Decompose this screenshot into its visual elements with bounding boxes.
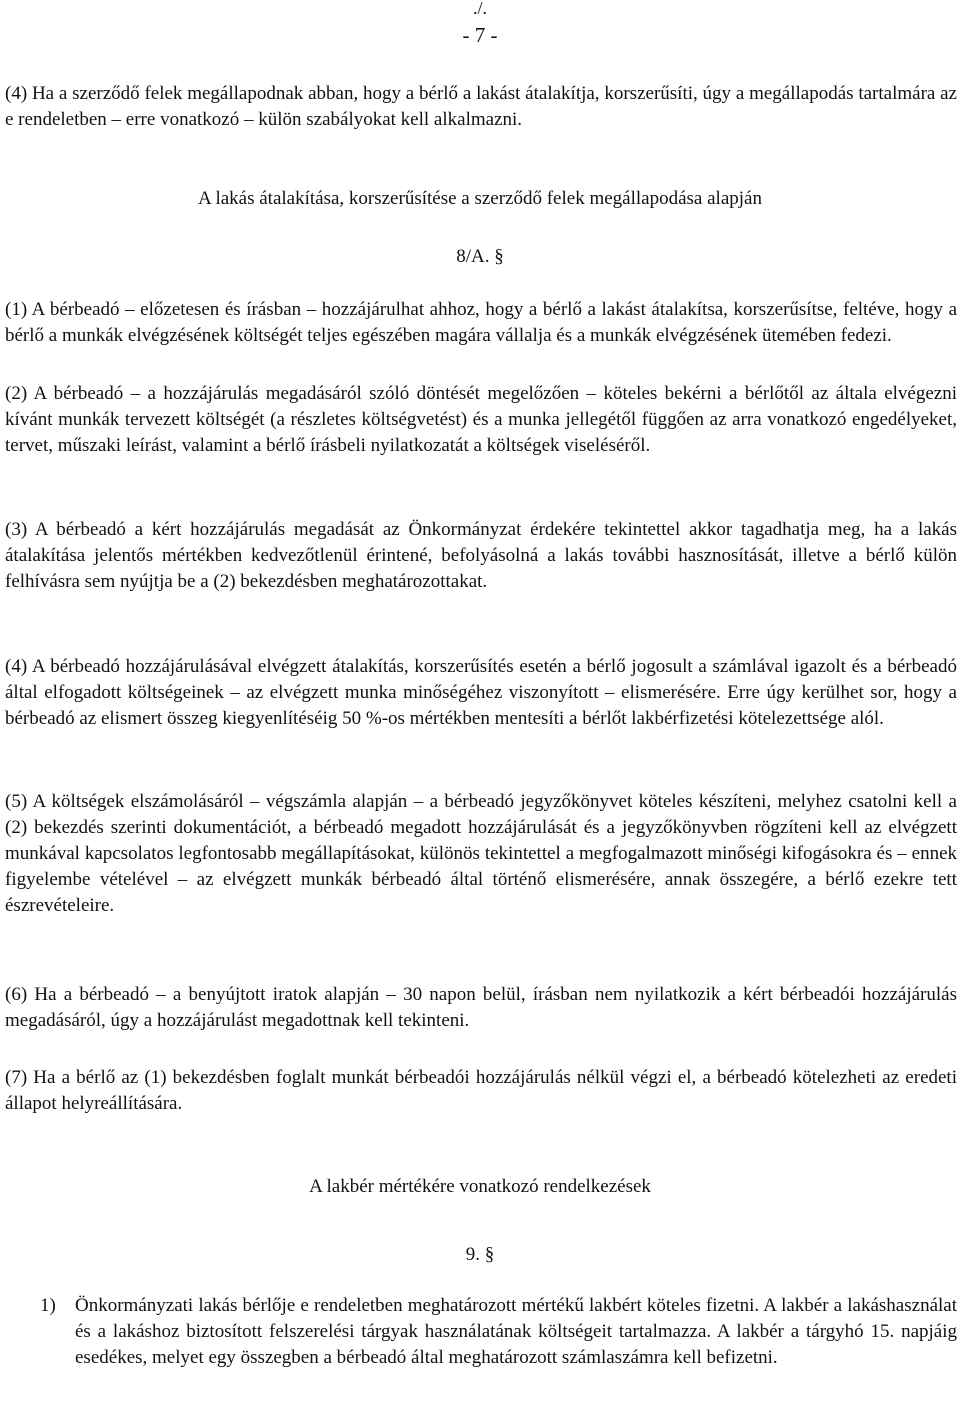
continuation-marker: ./.	[472, 0, 487, 18]
paragraph-8a-3: (3) A bérbeadó a kért hozzájárulás megadását az Önkormányzat érdekére tekintettel akkor tagadhatja meg, ha a lakás átalakítása jelentős mértékben kedvezőtlenül érintené, befolyásolná a lakás további hasznosítását, illetve a bérlő külön felhívásra sem nyújtja be a (2) bekezdésben meghatározottakat.	[5, 519, 957, 592]
paragraph-8a-6: (6) Ha a bérbeadó – a benyújtott iratok alapján – 30 napon belül, írásban nem nyilatkozik a kért bérbeadói hozzájárulás megadásáról, úgy a hozzájárulást megadottnak kell tekinteni.	[5, 984, 957, 1031]
section-heading-renovation: A lakás átalakítása, korszerűsítése a szerződő felek megállapodása alapján	[198, 188, 762, 209]
section-number-9: 9. §	[465, 1244, 495, 1265]
paragraph-8a-4: (4) A bérbeadó hozzájárulásával elvégzett átalakítás, korszerűsítés esetén a bérlő jogosult a számlával igazolt és a bérbeadó által elfogadott költségeinek – az elvégzett munka minőségéhez viszonyított – elismerésére. Erre úgy kerülhet sor, hogy a bérbeadó az elismert összeg kiegyenlítéséig 50 %-os mértékben mentesíti a bérlőt lakbérfizetési kötelezettsége alól.	[5, 656, 957, 729]
list-item-number: 1)	[40, 1295, 56, 1316]
section-number-8a: 8/A. §	[456, 246, 504, 267]
section-heading-rent: A lakbér mértékére vonatkozó rendelkezések	[309, 1176, 651, 1197]
paragraph-8a-2: (2) A bérbeadó – a hozzájárulás megadásáról szóló döntését megelőzően – köteles bekérni a bérlőtől az általa elvégezni kívánt munkák tervezett költségét (a részletes költségvetést) és a munka jellegétől függően az arra vonatkozó engedélyeket, tervet, műszaki leírást, valamint a bérlő írásbeli nyilatkozatát a költségek viseléséről.	[5, 383, 957, 456]
list-item	[40, 1293, 957, 1371]
paragraph-4-previous: (4) Ha a szerződő felek megállapodnak abban, hogy a bérlő a lakást átalakítja, korszerűsíti, úgy a megállapodás tartalmára az e rendeletben – erre vonatkozó – külön szabályokat kell alkalmazni.	[5, 83, 957, 130]
page-number: - 7 -	[462, 23, 498, 47]
paragraph-8a-7: (7) Ha a bérlő az (1) bekezdésben foglalt munkát bérbeadói hozzájárulás nélkül végzi el, a bérbeadó kötelezheti az eredeti állapot helyreállítására.	[5, 1067, 957, 1114]
paragraph-8a-1: (1) A bérbeadó – előzetesen és írásban – hozzájárulhat ahhoz, hogy a bérlő a lakást átalakítsa, korszerűsítse, feltéve, hogy a bérlő a munkák elvégzésének költségét teljes egészében magára vállalja és a munkák elvégzésének ütemében fedezi.	[5, 299, 957, 346]
list-item-text: Önkormányzati lakás bérlője e rendeletben meghatározott mértékű lakbért köteles fizetni. A lakbér a lakáshasználat és a lakáshoz biztosított felszerelési tárgyak használatának költségeit tartalmazza. A lakbér a tárgyhó 15. napjáig esedékes, melyet egy összegben a bérbeadó által meghatározott számlaszámra kell befizetni.	[75, 1295, 957, 1368]
paragraph-8a-5: (5) A költségek elszámolásáról – végszámla alapján – a bérbeadó jegyzőkönyvet köteles készíteni, melyhez csatolni kell a (2) bekezdés szerinti dokumentációt, a bérbeadó megadott hozzájárulását és a jegyzőkönyvben rögzíteni kell az elvégzett munkával kapcsolatos legfontosabb megállapításokat, különös tekintettel a megfogalmazott minőségi kifogásokra és – ennek figyelembe vételével – az elvégzett munkák bérbeadó által történő elismerésére, annak összegére, a bérlő ezekre tett észrevételeire.	[5, 791, 957, 916]
